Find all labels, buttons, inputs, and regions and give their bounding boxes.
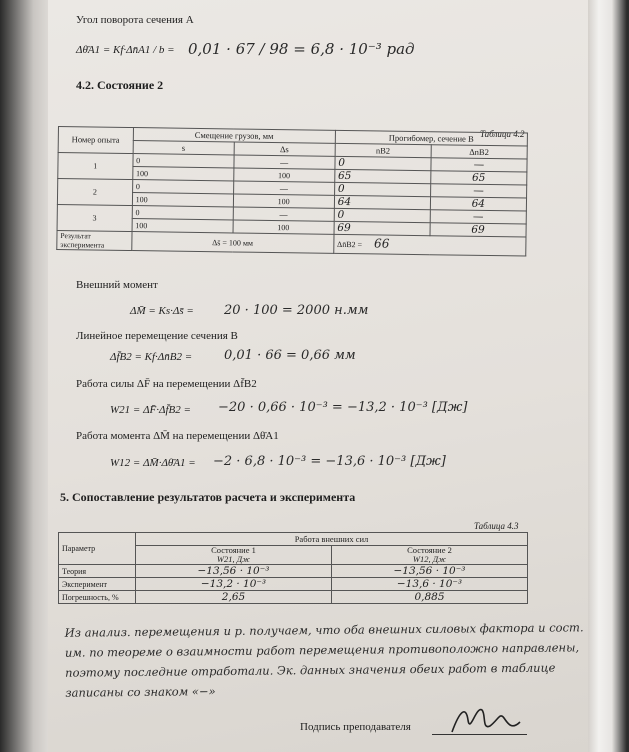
t42-hdr-s: s [133,141,234,155]
formula1-handwritten: 0,01 · 67 / 98 = 6,8 · 10⁻³ рад [188,40,415,58]
t42-dn: — [431,158,527,172]
t43-hdr-w21: W21, Дж [216,554,251,564]
t42-dn: 69 [430,223,526,237]
section-4-2-heading: 4.2. Состояние 2 [76,78,164,92]
formula2-printed: ΔM̄ = Ks·Δs̄ = [130,305,194,317]
t42-ds: — [233,207,334,221]
t42-ds: — [234,155,335,169]
t42-n: 69 [334,221,430,235]
formula3-handwritten: 0,01 · 66 = 0,66 мм [224,348,356,363]
t42-s: 100 [132,167,233,181]
t42-n: 0 [335,156,431,170]
formula1-printed: Δθ̄A1 = Kf·Δn̄A1 / b = [76,44,175,56]
t43-hdr-work: Работа внешних сил [136,533,528,546]
t42-hdr-experiment: Номер опыта [58,127,133,154]
t43-param: Теория [59,565,136,578]
document-sheet [48,0,588,752]
t43-hdr-param: Параметр [59,533,136,565]
t42-exp-num: 3 [57,204,132,231]
t42-n: 0 [334,208,430,222]
t42-hdr-shift: Смещение грузов, мм [133,128,335,144]
signature-label: Подпись преподавателя [300,721,411,733]
t42-s: 0 [132,180,233,194]
formula3-printed: Δf̄B2 = Kf·Δn̄B2 = [110,351,193,363]
t42-ds: 100 [233,220,334,234]
t42-result-label: Результат эксперимента [57,230,132,250]
formula5-handwritten: −2 · 6,8 · 10⁻³ = −13,6 · 10⁻³ [Дж] [213,454,446,469]
t43-value-state2: −13,6 · 10⁻³ [332,578,528,591]
t42-result-dn-cell [333,234,526,256]
t43-hdr-state2: Состояние 2 [407,545,452,555]
t42-hdr-deflect: Прогибомер, сечение B [335,130,527,146]
t42-dn: 64 [430,197,526,211]
t42-ds: — [233,181,334,195]
angle-label: Угол поворота сечения A [76,14,194,26]
t42-s: 0 [133,154,234,168]
teacher-signature [446,700,526,740]
t42-s: 100 [132,193,233,207]
t43-value-state2: −13,56 · 10⁻³ [332,565,528,578]
t42-ds: 100 [233,194,334,208]
t43-hdr-w12: W12, Дж [412,554,447,564]
formula4-handwritten: −20 · 0,66 · 10⁻³ = −13,2 · 10⁻³ [Дж] [218,400,468,415]
t42-hdr-n: nB2 [335,143,431,157]
formula4-printed: W21 = ΔF̄·Δf̄B2 = [110,404,191,416]
table-4-3 [58,532,528,604]
t42-n: 65 [334,169,430,183]
t42-result-dn-value: 66 [374,236,390,251]
section-5-heading: 5. Сопоставление результатов расчета и эксперимента [60,490,356,504]
t42-result-ds: Δs̄ = 100 мм [131,232,333,254]
formula5-printed: W12 = ΔM̄·Δθ̄A1 = [110,457,196,469]
left-background-edge [0,0,48,752]
t42-dn: 65 [431,171,527,185]
t42-dn: — [430,184,526,198]
work-moment-label: Работа момента ΔM̄ на перемещении Δθ̄A1 [76,430,279,442]
t43-value-state1: −13,2 · 10⁻³ [136,578,332,591]
t43-value-state1: −13,56 · 10⁻³ [136,565,332,578]
t42-s: 100 [132,219,233,233]
table43-caption: Таблица 4.3 [474,521,519,531]
t42-exp-num: 1 [58,153,133,180]
t42-hdr-dn: ΔnB2 [431,145,527,159]
work-force-label: Работа силы ΔF̄ на перемещении Δf̄B2 [76,378,257,390]
t42-ds: 100 [233,168,334,182]
t42-hdr-ds: Δs [234,142,335,156]
t43-hdr-state1: Состояние 1 [211,545,256,555]
right-background-edge [586,0,629,752]
t43-hdr-state1-cell [136,546,332,565]
t43-param: Эксперимент [59,578,136,591]
t42-exp-num: 2 [57,179,132,206]
table42-caption: Таблица 4.2 [480,129,525,139]
t43-value-state2: 0,885 [332,591,528,604]
t42-n: 0 [334,182,430,196]
linear-displacement-label: Линейное перемещение сечения B [76,330,238,342]
t42-dn: — [430,210,526,224]
t43-hdr-state2-cell [332,546,528,565]
t43-value-state1: 2,65 [136,591,332,604]
t42-result-dn-label: Δn̄B2 = [337,239,363,250]
t43-param: Погрешность, % [59,591,136,604]
external-moment-label: Внешний момент [76,279,158,291]
handwritten-conclusion: Из анализ. перемещения и р. получаем, что оба внешних силовых фактора и сост. им. по теореме о взаимности работ перемещения противоположно направлены, поэтому последние отработали. Эк. данных значения обеих работ в таблице записаны со знаком «−» [64,620,584,700]
t42-n: 64 [334,195,430,209]
formula2-handwritten: 20 · 100 = 2000 н.мм [224,303,369,318]
t42-s: 0 [132,206,233,220]
table-4-2 [56,126,528,257]
